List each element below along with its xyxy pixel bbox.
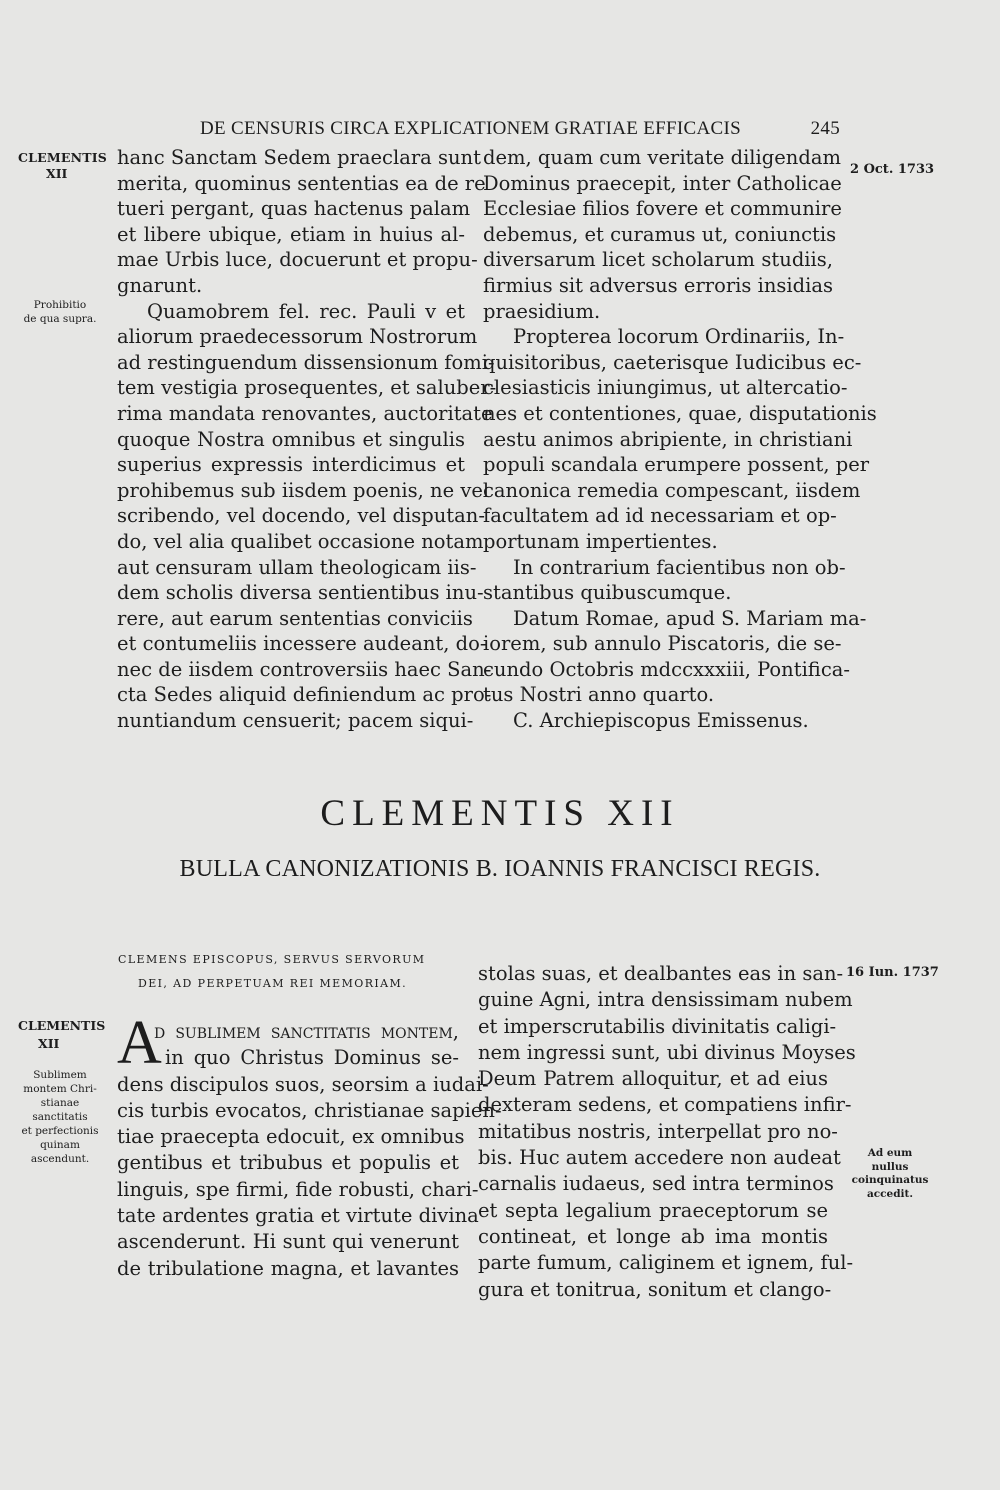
text-line: et imperscrutabilis divinitatis caligi- <box>478 1014 837 1038</box>
text-line: clesiasticis iniungimus, ut altercatio- <box>483 376 848 400</box>
text-line: cis turbis evocatos, christianae sapien- <box>117 1098 502 1122</box>
text-line: et libere ubique, etiam in huius al- <box>117 222 465 246</box>
text-line: praesidium. <box>483 299 601 323</box>
text-line: gentibus et tribubus et populis et <box>117 1151 459 1175</box>
text-line: tate ardentes gratia et virtute divina <box>117 1204 479 1228</box>
text-line: et septa legalium praeceptorum se <box>478 1198 828 1222</box>
text-line: Datum Romae, apud S. Mariam ma- <box>513 606 867 630</box>
bull-intro <box>118 948 458 996</box>
text-line: ad restinguendum dissensionum fomi- <box>117 350 495 374</box>
text-line: dens discipulos suos, seorsim a iudai- <box>117 1072 489 1096</box>
text-line: aestu animos abripiente, in christiani <box>483 427 853 451</box>
margin-pope-name-bottom: CLEMENTIS <box>18 1018 106 1033</box>
text-line: In contrarium facientibus non ob- <box>513 555 846 579</box>
text-line: carnalis iudaeus, sed intra terminos <box>478 1172 834 1196</box>
text-line <box>154 1019 459 1045</box>
margin-note-line: sanctitatis <box>32 1111 88 1123</box>
text-line: cundo Octobris mdccxxxiii, Pontifica- <box>483 657 850 681</box>
text-line: et contumeliis incessere audeant, do- <box>117 632 487 656</box>
text-line: nec de iisdem controversiis haec San- <box>117 657 492 681</box>
margin-date-1737: 16 Iun. 1737 <box>846 965 939 980</box>
margin-note-line: ascendunt. <box>30 1153 90 1165</box>
page-number: 245 <box>810 118 840 139</box>
text-line: bis. Huc autem accedere non audeat <box>478 1146 841 1170</box>
running-title: DE CENSURIS CIRCA EXPLICATIONEM GRATIAE EFFICACIS <box>200 118 741 139</box>
text-line: aliorum praedecessorum Nostrorum <box>117 325 478 349</box>
text-line: superius expressis interdicimus et <box>117 453 465 477</box>
text-line: ascenderunt. Hi sunt qui venerunt <box>117 1230 459 1254</box>
margin-note-line: nullus <box>871 1160 909 1173</box>
text-line: quisitoribus, caeterisque Iudicibus ec- <box>483 350 862 374</box>
margin-note-line: Sublimem <box>33 1069 87 1081</box>
margin-note-line: accedit. <box>866 1187 914 1200</box>
text-column-bottom-right <box>478 961 856 1303</box>
text-line: iorem, sub annulo Piscatoris, die se- <box>483 632 842 656</box>
text-line: tueri pergant, quas hactenus palam <box>117 197 471 221</box>
text-line: merita, quominus sententias ea de re <box>117 171 486 195</box>
text-line: de tribulatione magna, et lavantes <box>117 1256 459 1280</box>
text-line: dem scholis diversa sentientibus inu- <box>117 581 484 605</box>
intro-line: CLEMENS EPISCOPUS, SERVUS SERVORUM <box>118 953 426 966</box>
text-column-top-right <box>483 145 877 734</box>
signature-line: C. Archiepiscopus Emissenus. <box>513 709 809 733</box>
margin-note-line: quinam <box>40 1139 80 1151</box>
text-line: scribendo, vel docendo, vel disputan- <box>117 504 485 528</box>
margin-note-line: coinquinatus <box>851 1174 929 1186</box>
text-line: tem vestigia prosequentes, et saluber- <box>117 376 497 400</box>
drop-cap: A <box>117 1009 162 1077</box>
text-line: Quamobrem fel. rec. Pauli v et <box>147 299 465 323</box>
margin-note-line: stianae <box>40 1097 80 1109</box>
margin-note-ad-eum <box>845 1147 935 1201</box>
text-line: tiae praecepta edocuit, ex omnibus <box>117 1125 465 1149</box>
margin-note-sublimem <box>10 1068 110 1166</box>
text-line: Ecclesiae filios fovere et communire <box>483 197 842 221</box>
text-line: portunam impertientes. <box>483 529 718 553</box>
text-column-top-left <box>117 145 497 734</box>
text-line: linguis, spe firmi, fide robusti, chari- <box>117 1177 479 1201</box>
text-line: do, vel alia qualibet occasione notam <box>117 529 484 553</box>
text-line: gnarunt. <box>117 273 203 297</box>
text-line: dem, quam cum veritate diligendam <box>483 146 841 169</box>
text-line: stolas suas, et dealbantes eas in san- <box>478 962 844 985</box>
text-line: facultatem ad id necessariam et op- <box>483 504 837 528</box>
text-line: firmius sit adversus erroris insidias <box>483 273 833 297</box>
margin-note-line: montem Chri- <box>23 1083 97 1095</box>
text-line: populi scandala erumpere possent, per <box>483 453 870 477</box>
text-line: hanc Sanctam Sedem praeclara sunt <box>117 146 481 169</box>
text-line: aut censuram ullam theologicam iis- <box>117 555 477 579</box>
margin-pope-number-bottom: XII <box>38 1036 60 1051</box>
margin-note-line: Prohibitio <box>33 299 87 311</box>
text-line: canonica remedia compescant, iisdem <box>483 478 861 502</box>
text-line: Deum Patrem alloquitur, et ad eius <box>478 1067 828 1091</box>
margin-note-line: et perfectionis <box>21 1125 99 1137</box>
text-line: nes et contentiones, quae, disputationis <box>483 401 877 425</box>
section-subtitle: BULLA CANONIZATIONIS B. IOANNIS FRANCISCI REGIS. <box>179 856 821 882</box>
text-line: Propterea locorum Ordinariis, In- <box>513 325 845 349</box>
text-line: quoque Nostra omnibus et singulis <box>117 427 465 451</box>
text-line: nuntiandum censuerit; pacem siqui- <box>117 709 474 733</box>
text-line: Dominus praecepit, inter Catholicae <box>483 171 842 195</box>
text-line: prohibemus sub iisdem poenis, ne vel <box>117 478 490 502</box>
text-line: nem ingressi sunt, ubi divinus Moyses <box>478 1040 856 1064</box>
text-line: tus Nostri anno quarto. <box>483 683 715 707</box>
margin-pope-name-top: CLEMENTIS <box>18 150 108 165</box>
text-line: rima mandata renovantes, auctoritate <box>117 401 493 425</box>
text-line: diversarum licet scholarum studiis, <box>483 248 833 272</box>
text-line: mitatibus nostris, interpellat pro no- <box>478 1119 838 1143</box>
text-line: rere, aut earum sententias conviciis <box>117 606 473 630</box>
text-line: parte fumum, caliginem et ignem, ful- <box>478 1251 854 1275</box>
text-line: gura et tonitrua, sonitum et clango- <box>478 1277 832 1301</box>
text-line-span: d sublimem sanctitatis montem, <box>154 1020 459 1043</box>
margin-note-prohibitio <box>16 298 104 326</box>
text-line: cta Sedes aliquid definiendum ac pro- <box>117 683 492 707</box>
text-line: in quo Christus Dominus se- <box>165 1046 459 1070</box>
margin-pope-number-top: XII <box>46 166 68 181</box>
text-column-bottom-left <box>117 1019 502 1282</box>
text-line: stantibus quibuscumque. <box>483 581 732 605</box>
margin-note-line: de qua supra. <box>23 313 97 325</box>
text-line: dexteram sedens, et compatiens infir- <box>478 1093 852 1117</box>
section-title: CLEMENTIS XII <box>320 793 680 834</box>
text-line: guine Agni, intra densissimam nubem <box>478 988 853 1012</box>
intro-line: DEI, AD PERPETUAM REI MEMORIAM. <box>138 977 408 990</box>
text-line: mae Urbis luce, docuerunt et propu- <box>117 248 478 272</box>
text-line: debemus, et curamus ut, coniunctis <box>483 222 837 246</box>
margin-note-line: Ad eum <box>867 1147 913 1159</box>
text-line: contineat, et longe ab ima montis <box>478 1224 828 1248</box>
margin-date-1733: 2 Oct. 1733 <box>850 162 935 177</box>
